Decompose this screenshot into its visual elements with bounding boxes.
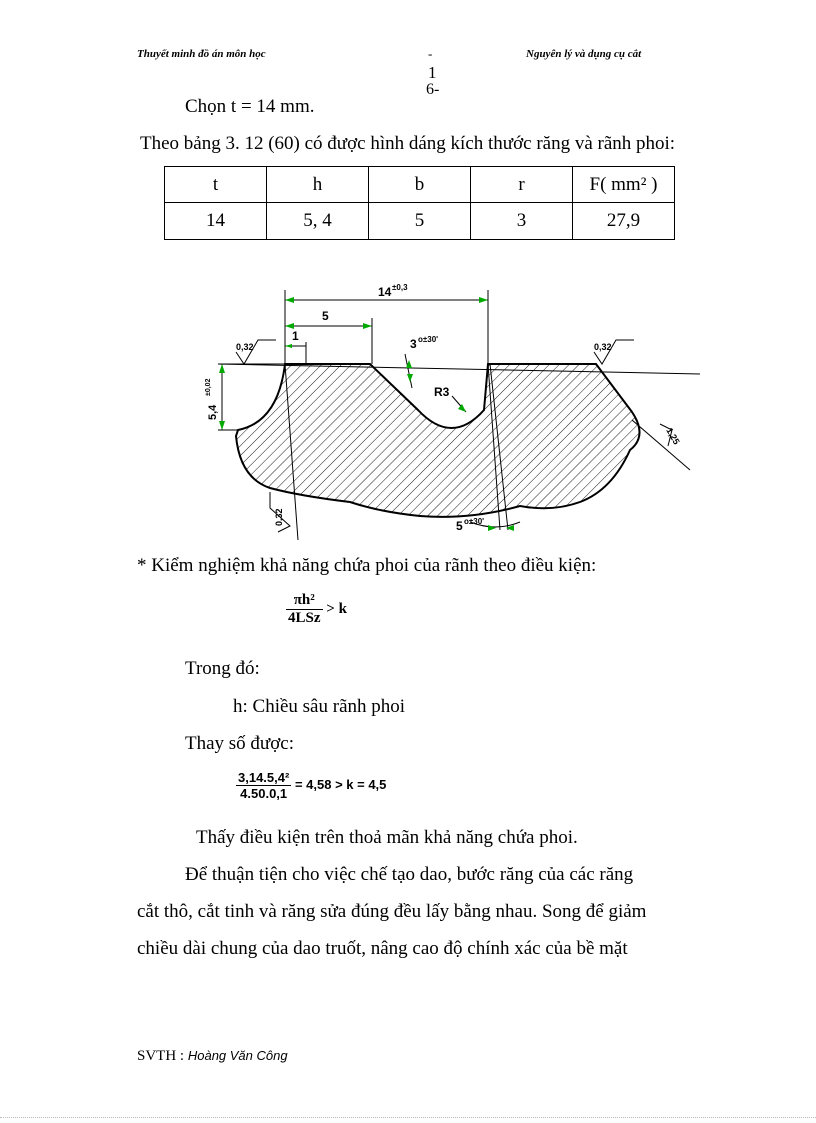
roughness-side-label: 1,25 <box>664 426 682 447</box>
dim-depth-label: 5,4 <box>207 404 219 420</box>
table-header-row <box>165 167 675 203</box>
header-left: Thuyết minh đồ án môn học <box>137 48 266 60</box>
header-right: Nguyên lý và dụng cụ cắt <box>526 48 642 60</box>
h-definition: h: Chiều sâu rãnh phoi <box>233 696 406 717</box>
check-heading: * Kiểm nghiệm khả năng chứa phoi của rãnh theo điều kiện: <box>137 555 597 576</box>
formula-numerator: πh² <box>286 592 323 610</box>
paragraph-line-2: cắt thô, cắt tinh và răng sửa đúng đều lấy bằng nhau. Song để giảm <box>137 901 647 922</box>
choose-t-text: Chọn t = 14 mm. <box>185 96 315 117</box>
page-number-tail: 6- <box>426 81 440 98</box>
table-cell: 5 <box>369 203 471 240</box>
dimension-table <box>164 166 675 240</box>
paragraph-line-3: chiều dài chung của dao truốt, nâng cao độ chính xác của bề mặt <box>137 938 628 959</box>
dim-angle-bottom-label: 5 <box>456 519 463 533</box>
dim-b-label: 5 <box>322 309 329 323</box>
tooth-profile-drawing <box>0 270 816 550</box>
conclusion-text: Thấy điều kiện trên thoả mãn khả năng chứa phoi. <box>196 827 578 848</box>
dim-land-label: 1 <box>292 329 299 343</box>
table-row <box>165 203 675 240</box>
dim-radius-label: R3 <box>434 385 450 399</box>
table-header-cell: h <box>267 167 369 203</box>
substituted-formula <box>236 770 386 801</box>
footer-label: SVTH : <box>137 1048 185 1064</box>
table-cell: 3 <box>471 203 573 240</box>
roughness-right-label: 0,32 <box>594 342 612 352</box>
sub-formula-result: = 4,58 > k = 4,5 <box>294 776 387 792</box>
dim-angle-bottom-tol: o±30' <box>464 517 485 526</box>
where-text: Trong đó: <box>185 658 260 679</box>
page-number: 1 <box>428 63 437 82</box>
dim-pitch-label: 14 <box>378 285 392 299</box>
page-number-dash: - <box>428 46 433 61</box>
sub-formula-numerator: 3,14.5,4² <box>238 770 290 785</box>
table-header-cell: F( mm² ) <box>573 167 675 203</box>
table-header-cell: t <box>165 167 267 203</box>
footer <box>137 1048 288 1065</box>
roughness-left-label: 0,32 <box>236 342 254 352</box>
roughness-bottom-label: 0,32 <box>274 508 284 526</box>
paragraph-line-1: Để thuận tiện cho việc chế tạo dao, bước răng của các răng <box>185 864 634 885</box>
table-intro: Theo bảng 3. 12 (60) có được hình dáng kích thước răng và rãnh phoi: <box>140 133 676 154</box>
table-cell: 5, 4 <box>267 203 369 240</box>
formula-denominator: 4LSz <box>288 610 321 626</box>
formula-relation: > k <box>326 600 347 617</box>
dim-pitch-tol: ±0,3 <box>392 283 408 292</box>
sub-formula-denominator: 4.50.0,1 <box>240 786 288 801</box>
dim-angle-top-tol: o±30' <box>418 335 439 344</box>
substitute-text: Thay số được: <box>185 733 294 754</box>
capacity-formula <box>286 592 347 627</box>
table-header-cell: r <box>471 167 573 203</box>
table-cell: 14 <box>165 203 267 240</box>
dim-depth-tol: ±0,02 <box>205 378 212 396</box>
table-header-cell: b <box>369 167 471 203</box>
page-bottom-divider <box>0 1117 816 1118</box>
table-cell: 27,9 <box>573 203 675 240</box>
footer-author: Hoàng Văn Công <box>187 1048 288 1063</box>
dim-angle-top-label: 3 <box>410 337 417 351</box>
